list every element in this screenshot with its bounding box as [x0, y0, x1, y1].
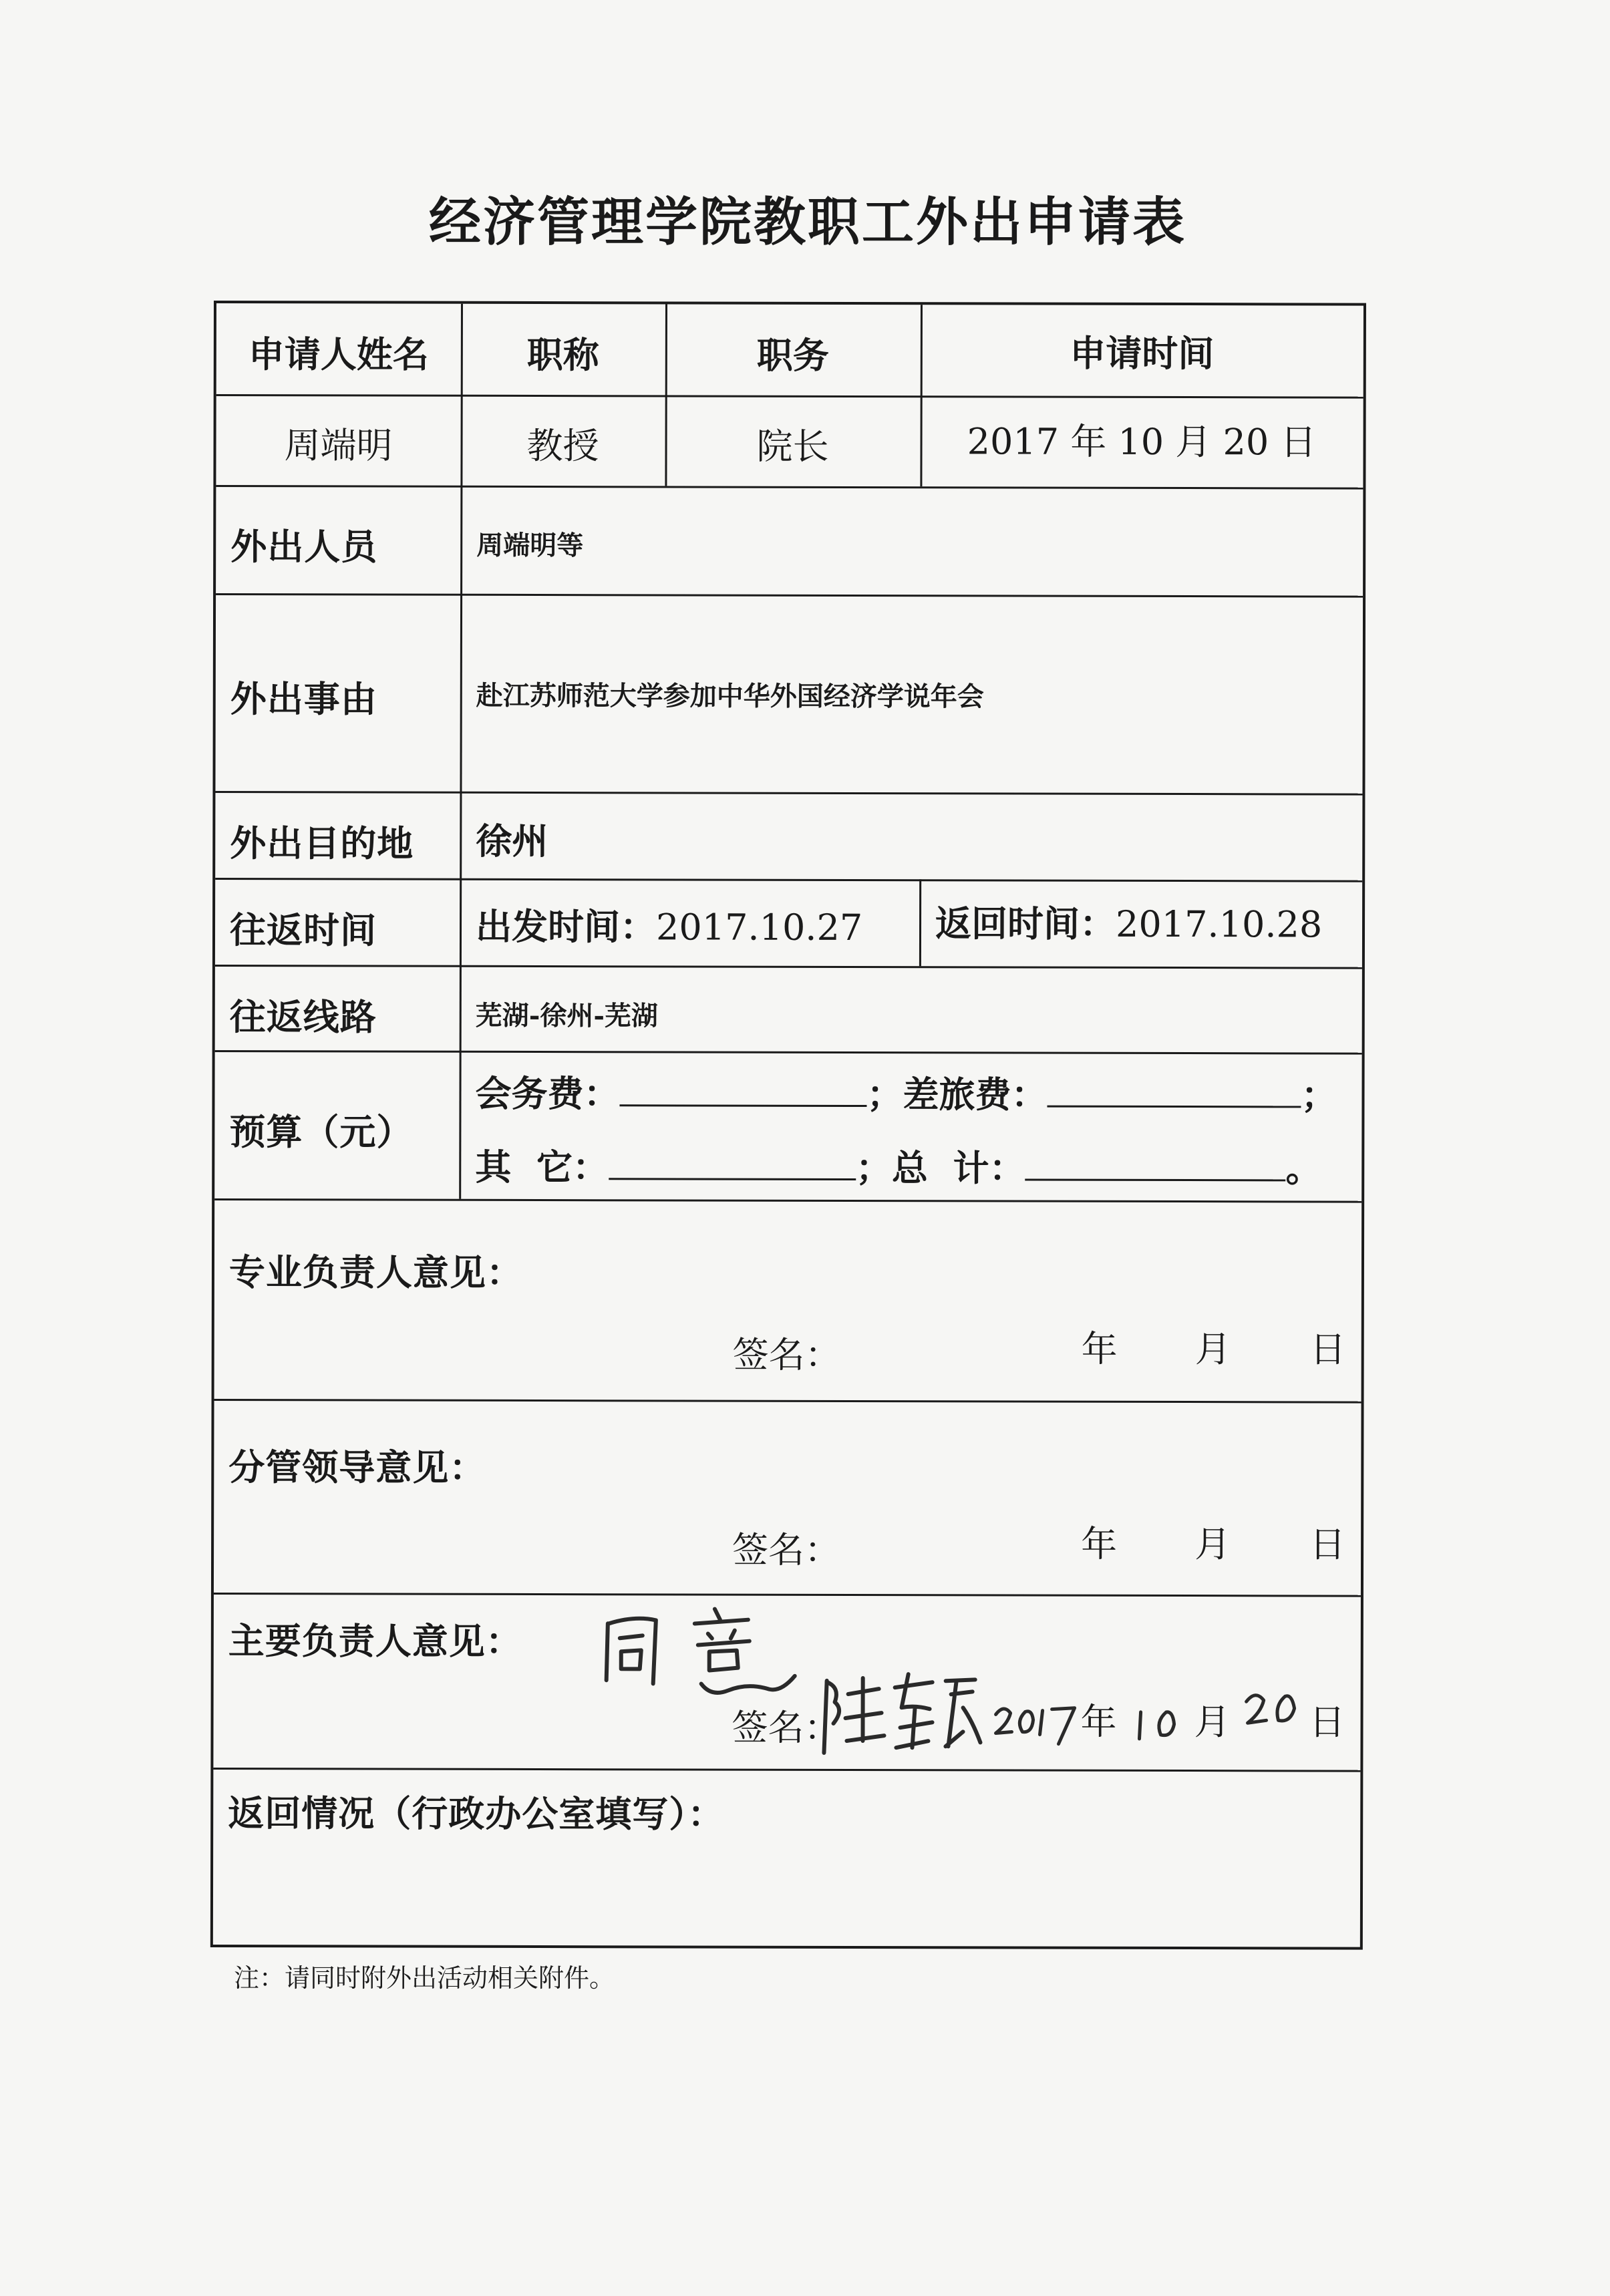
semicolon: ； — [1301, 1074, 1337, 1117]
day-label: 日 — [1309, 1701, 1345, 1744]
row-divider — [215, 1050, 1362, 1055]
year-label: 年 — [1081, 1522, 1118, 1565]
period: 。 — [1285, 1147, 1322, 1190]
meeting-fee-label: 会务费： — [475, 1072, 620, 1116]
row-divider — [214, 1593, 1361, 1597]
main-head-opinion-label: 主要负责人意见： — [228, 1619, 522, 1663]
apply-date: 2017 年 10 月 20 日 — [967, 420, 1317, 464]
year-label: 年 — [1080, 1700, 1117, 1743]
return-time — [935, 895, 1322, 947]
row-divider — [215, 791, 1362, 796]
budget-line-1 — [475, 1065, 1337, 1119]
header-apply-time: 申请时间 — [1070, 331, 1215, 375]
meeting-fee-blank — [619, 1074, 866, 1107]
day-label: 日 — [1309, 1523, 1346, 1566]
row-divider — [216, 394, 1363, 399]
return-value: 2017.10.28 — [1115, 903, 1323, 946]
month-label: 月 — [1194, 1328, 1231, 1371]
handwritten-approval — [595, 1597, 822, 1704]
depart-value: 2017.10.27 — [655, 906, 863, 949]
application-form-table — [210, 301, 1366, 1950]
travelers-label: 外出人员 — [230, 525, 378, 568]
budget-line-2 — [475, 1139, 1321, 1192]
destination-label: 外出目的地 — [230, 822, 414, 865]
row-divider — [214, 1399, 1361, 1404]
travel-fee-label: 差旅费： — [903, 1073, 1048, 1116]
destination-value: 徐州 — [476, 819, 548, 863]
return-label: 返回时间： — [935, 902, 1116, 945]
sign-label: 签名： — [732, 1528, 841, 1571]
row-divider — [215, 878, 1362, 882]
month-label: 月 — [1194, 1701, 1231, 1744]
other-blank — [609, 1147, 856, 1180]
budget-label: 预算（元） — [229, 1110, 414, 1154]
handwritten-signature — [814, 1667, 988, 1762]
header-position: 职务 — [756, 333, 829, 377]
applicant-title: 教授 — [526, 424, 599, 468]
travelers-value: 周端明等 — [476, 529, 584, 562]
column-divider — [919, 879, 921, 966]
row-divider — [214, 1198, 1361, 1203]
year-label: 年 — [1081, 1327, 1118, 1370]
header-applicant-name: 申请人姓名 — [248, 333, 429, 376]
return-status-label: 返回情况（行政办公室填写）： — [228, 1792, 725, 1836]
reason-label: 外出事由 — [230, 677, 377, 721]
header-job-title: 职称 — [526, 333, 599, 377]
handwritten-day — [1243, 1685, 1309, 1732]
row-divider — [216, 593, 1363, 598]
reason-value: 赴江苏师范大学参加中华外国经济学说年会 — [476, 679, 984, 713]
semicolon: ； — [855, 1146, 892, 1190]
row-divider — [216, 485, 1363, 490]
sign-label: 签名： — [732, 1333, 841, 1376]
month-label: 月 — [1194, 1523, 1231, 1566]
total-blank — [1025, 1148, 1285, 1182]
other-label: 其 它： — [475, 1145, 609, 1189]
depart-label: 出发时间： — [475, 905, 657, 949]
page-title: 经济管理学院教职工外出申请表 — [428, 192, 1186, 253]
row-divider — [215, 965, 1362, 969]
applicant-position: 院长 — [756, 425, 829, 468]
round-trip-label: 往返时间 — [229, 909, 377, 952]
footnote: 注：请同时附外出活动相关附件。 — [234, 1963, 615, 1993]
applicant-name: 周端明 — [284, 424, 393, 467]
deputy-leader-opinion-label: 分管领导意见： — [228, 1446, 486, 1489]
handwritten-month — [1134, 1699, 1187, 1746]
handwritten-year — [991, 1694, 1078, 1748]
total-label: 总 计： — [891, 1146, 1025, 1190]
day-label: 日 — [1309, 1328, 1346, 1371]
route-label: 往返线路 — [229, 995, 377, 1039]
major-head-opinion-label: 专业负责人意见： — [228, 1251, 524, 1294]
depart-time — [476, 898, 862, 951]
travel-fee-blank — [1047, 1075, 1301, 1108]
route-value: 芜湖-徐州-芜湖 — [475, 999, 659, 1032]
semicolon: ； — [866, 1073, 903, 1116]
row-divider — [213, 1768, 1360, 1772]
sign-label: 签名： — [732, 1706, 840, 1749]
